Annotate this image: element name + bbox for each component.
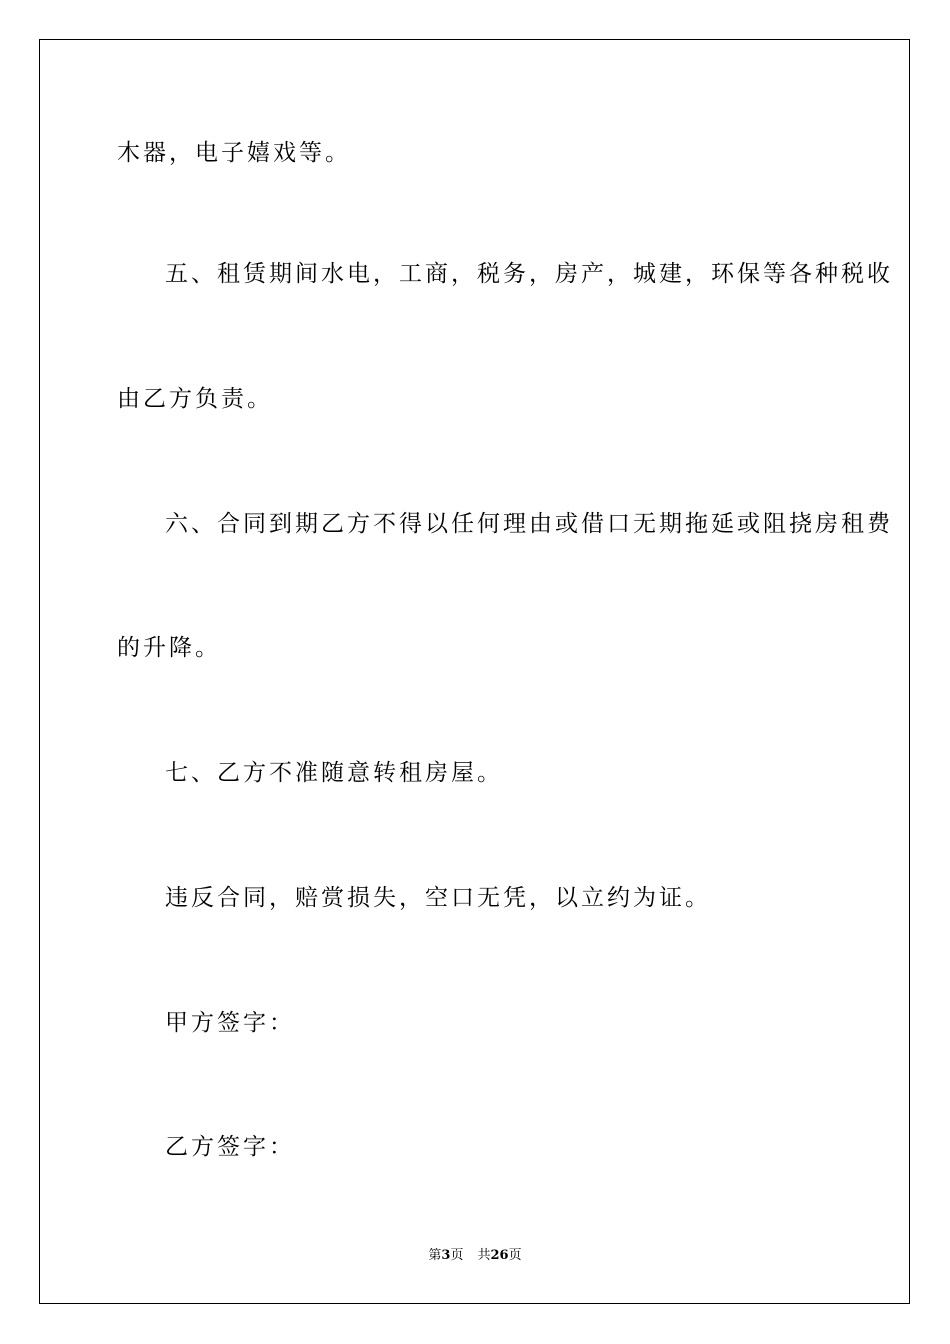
clause-6-line-2: 的升降。 [117, 635, 221, 661]
page-prefix: 第 [428, 1248, 442, 1263]
clause-5-line-2: 由乙方负责。 [117, 386, 273, 412]
text-line-1: 木器，电子嬉戏等。 [117, 140, 351, 166]
page-footer [0, 1247, 950, 1265]
closing-statement: 违反合同，赔赏损失，空口无凭，以立约为证。 [165, 885, 711, 911]
clause-7: 七、乙方不准随意转租房屋。 [165, 760, 503, 786]
total-pages: 26 [490, 1248, 509, 1263]
clause-5-line-1: 五、租赁期间水电，工商，税务，房产，城建，环保等各种税收 [165, 261, 893, 287]
total-suffix: 页 [508, 1248, 522, 1263]
page-number: 3 [441, 1248, 451, 1263]
party-b-signature-label: 乙方签字： [165, 1134, 295, 1160]
page-suffix: 页 [450, 1248, 464, 1263]
total-prefix: 共 [477, 1248, 491, 1263]
party-a-signature-label: 甲方签字： [165, 1010, 295, 1036]
page-border [39, 39, 910, 1304]
clause-6-line-1: 六、合同到期乙方不得以任何理由或借口无期拖延或阻挠房租费 [165, 511, 893, 537]
